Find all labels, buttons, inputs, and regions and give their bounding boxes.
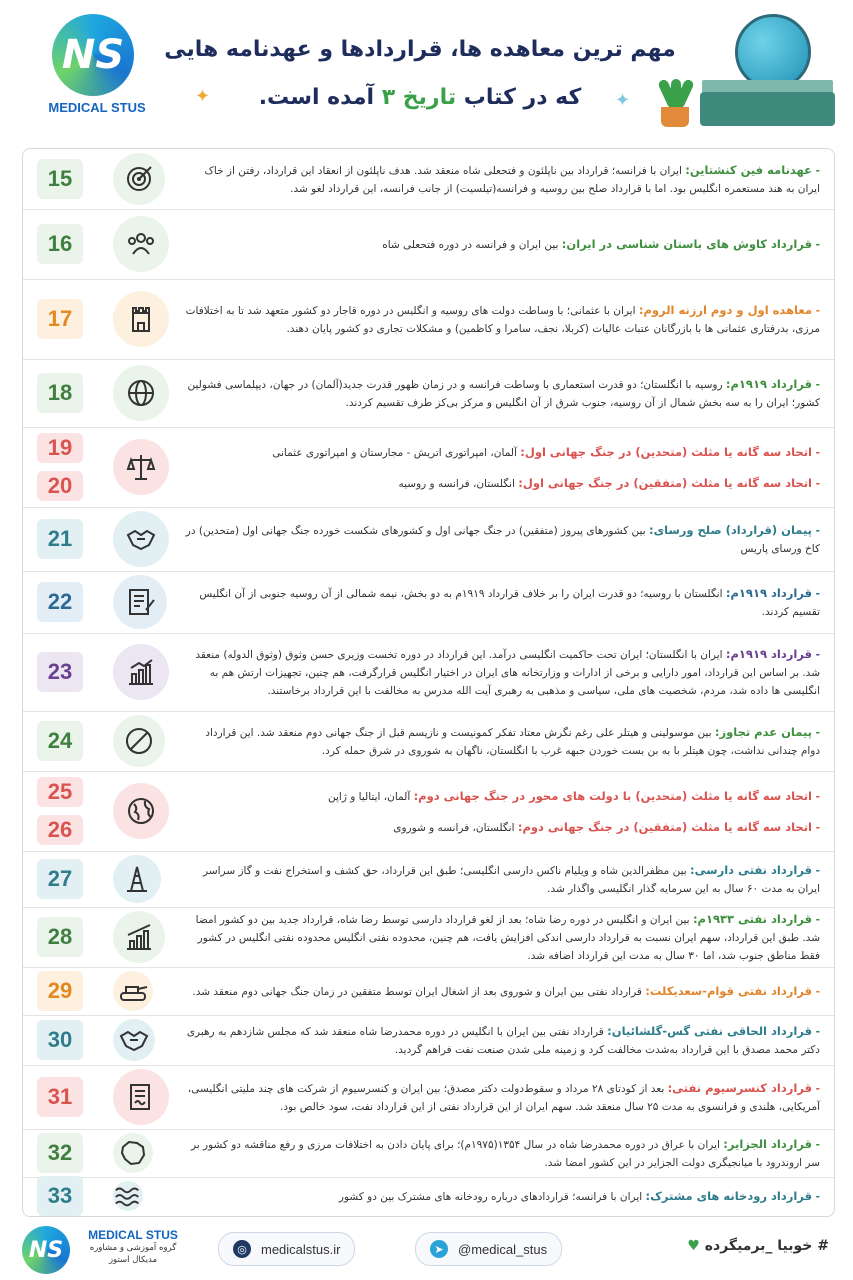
treaty-name: قرارداد نفتی قوام-سعدیکلت: — [645, 984, 812, 998]
list-item — [23, 149, 834, 210]
oil-rig-icon — [113, 855, 161, 903]
item-number: 16 — [37, 224, 83, 264]
treaty-description: ایران با عثمانی؛ با وساطت دولت های روسیه و انگلیس در دوره قاجار دو کشور متعهد شد تا به اختلافات مرزی، بدرفتاری عثمانی ها با بازرگانان عتبات عالیات (کربلا، نجف، سامرا و کاظمین) و مشکلات تجاری دو کشور پایان دهند. — [185, 305, 820, 335]
item-entry: - قرارداد کاوش های باستان شناسی در ایران: بین ایران و فرانسه در دوره فتحعلی شاه — [382, 237, 820, 251]
treaty-name: قرارداد نفتی ۱۹۳۳م: — [692, 912, 812, 926]
item-number: 32 — [37, 1133, 83, 1173]
treaty-name: قرارداد ۱۹۱۹م: — [725, 586, 812, 600]
website-link[interactable] — [218, 1232, 355, 1266]
treaty-description: روسیه با انگلستان؛ دو قدرت استعماری با وساطت فرانسه و در زمان ظهور قدرت جدید(آلمان) در جهان، دیپلماسی فشولین کشور؛ ایران را به سه بخش شمال از آن روسیه، جنوب شرق از آن انگلیس و مرکز بی‌کز طرف تقسیم کردند. — [187, 379, 820, 409]
item-text — [183, 235, 820, 254]
item-text — [183, 443, 820, 493]
treaty-description: بین کشورهای پیروز (متفقین) در جنگ جهانی اول و کشورهای شکست خورده جنگ جهانی اول (متحدین) در کاخ ورسای پاریس — [185, 525, 820, 555]
heart-icon: ♥ — [687, 1238, 700, 1254]
treaty-description: بین ایران و انگلیس در دوره رضا شاه؛ بعد از لغو قرارداد دارسی توسط رضا شاه، قرارداد جدید بین دو کشور امضا شد. طبق این قرارداد، سهم ایران نسبت به قرارداد دارسی اندکی افزایش یافت، هم چنین، محدوده نفتی انگلیس محدوده نفتی انگلیس در کشور فقط مناطق جنوب شد، اما ۳۰ سال به مدت این قرارداد اضافه شد. — [195, 914, 820, 962]
footer-brand-name: MEDICAL STUS — [88, 1228, 178, 1242]
item-text — [183, 584, 820, 621]
item-number: 20 — [37, 471, 83, 501]
logo-mark: NS — [52, 14, 134, 96]
tank-icon — [113, 971, 153, 1011]
books-icon — [700, 92, 835, 126]
treaty-name: قرارداد ۱۹۱۹م: — [725, 647, 812, 661]
list-item — [23, 967, 834, 1016]
item-text — [183, 1079, 820, 1116]
treaty-description: ایران با عراق در دوره محمدرضا شاه در سال ۱۳۵۴(۱۹۷۵م)؛ برای پایان دادن به اختلافات مرزی و رفع مناقشه دو کشور بر سر اروندرود با میانجیگری دولت الجزایر در این کشور امضا شد. — [190, 1139, 820, 1169]
treaty-name: قرارداد الجزایر: — [723, 1137, 812, 1151]
item-entry: - قرارداد ۱۹۱۹م: انگلستان با روسیه؛ دو قدرت ایران را بر خلاف قرارداد ۱۹۱۹م به دو بخش، نیمه شمالی از آن روسیه جنوبی از آن انگلیس تقسیم کردند. — [199, 586, 820, 618]
treaty-list — [22, 148, 835, 1217]
item-number: 31 — [37, 1077, 83, 1117]
list-item — [23, 1177, 834, 1215]
treaty-name: اتحاد سه گانه یا مثلث (متحدین) در جنگ جهانی اول: — [520, 444, 812, 459]
telegram-link[interactable] — [415, 1232, 562, 1266]
waves-icon — [113, 1181, 143, 1211]
treaty-description: بین موسولینی و هیتلر علی رغم نگرش معتاد تفکر کمونیست و نازیسم قبل از جنگ جهانی دوم منعقد شد. این قرارداد دوام چندانی نداشت، چون هیتلر با به بن بست خوردن جبهه غرب با انگلستان، ناگهان به شوروی در شرق حمله کرد. — [205, 727, 820, 757]
brand-name: MEDICAL STUS — [48, 100, 146, 115]
list-item — [23, 279, 834, 360]
list-item — [23, 633, 834, 712]
item-entry: - اتحاد سه گانه یا مثلث (متحدین) در جنگ جهانی اول: آلمان، امپراتوری اتریش - مجارستان و امپراتوری عثمانی — [272, 444, 820, 459]
list-item — [23, 209, 834, 280]
item-text — [183, 521, 820, 558]
item-text — [183, 982, 820, 1001]
item-entry: - پیمان عدم تجاوز: بین موسولینی و هیتلر علی رغم نگرش معتاد تفکر کمونیست و نازیسم قبل از جنگ جهانی دوم منعقد شد. این قرارداد دوام چندانی نداشت، چون هیتلر با به بن بست خوردن جبهه غرب با انگلستان، ناگهان به شوروی در شرق حمله کرد. — [205, 725, 820, 757]
item-text — [183, 301, 820, 338]
item-entry: - قرارداد نفتی ۱۹۳۳م: بین ایران و انگلیس در دوره رضا شاه؛ بعد از لغو قرارداد دارسی توسط رضا شاه، قرارداد جدید بین دو کشور امضا شد. طبق این قرارداد، سهم ایران نسبت به قرارداد دارسی اندکی افزایش یافت، هم چنین، محدوده نفتی انگلیس محدوده نفتی انگلیس در کشور فقط مناطق جنوب شد، اما ۳۰ سال به مدت این قرارداد اضافه شد. — [195, 912, 820, 962]
item-entry: - قرارداد کنسرسیوم نفتی: بعد از کودتای ۲۸ مرداد و سقوط‌دولت دکتر مصدق؛ بین ایران و کنسرسیوم از شرکت های چند ملیتی انگلیسی، آمریکایی، هلندی و فرانسوی به مدت ۲۵ سال منعقد شد. سهم ایران از این قرارداد نفتی از این قرارداد نفت، سود خالص بود. — [187, 1081, 820, 1113]
growth-chart-icon — [113, 644, 169, 700]
item-text — [183, 861, 820, 898]
treaty-description: قرارداد نفتی بین ایران و شوروی بعد از اشغال ایران توسط متفقین در زمان جنگ جهانی دوم منعقد شد. — [192, 986, 646, 998]
signed-document-icon — [113, 1069, 169, 1125]
treaty-name: پیمان عدم تجاوز: — [714, 725, 812, 739]
list-item — [23, 851, 834, 908]
hashtag — [687, 1238, 829, 1254]
item-text — [183, 1135, 820, 1172]
list-item — [23, 507, 834, 572]
item-entry: - اتحاد سه گانه یا مثلث (متحدین) با دولت های محور در جنگ جهانی دوم: آلمان، ایتالیا و ژاپن — [327, 788, 820, 803]
sparkle-icon: ✦ — [615, 90, 631, 111]
item-number: 15 — [37, 159, 83, 199]
list-item — [23, 907, 834, 968]
item-text — [183, 161, 820, 198]
treaty-description: ایران با فرانسه؛ قرارداد بین ناپلئون و فتحعلی شاه منعقد شد. هدف ناپلئون از انعقاد این قرارداد، رفتن از خاک ایران به هند مستعمره انگلیس بود. اما با قرارداد صلح بین روسیه و فرانسه(تیلسیت) از جانب فرانسه، این قرارداد لغو شد. — [204, 165, 820, 195]
item-entry: - اتحاد سه گانه یا مثلث (متفقین) در جنگ جهانی اول: انگلستان، فرانسه و روسیه — [398, 475, 820, 490]
item-entry: - قرارداد نفتی دارسی: بین مظفرالدین شاه و ویلیام ناکس دارسی انگلیسی؛ طبق این قرارداد، حق کشف و استخراج نفت و گاز سراسر ایران به مدت ۶۰ سال به این سرمایه گذار انگلیسی واگذار شد. — [203, 863, 820, 895]
treaty-name: اتحاد سه گانه یا مثلث (متفقین) در جنگ جهانی دوم: — [517, 819, 812, 834]
item-entry: - اتحاد سه گانه یا مثلث (متفقین) در جنگ جهانی دوم: انگلستان، فرانسه و شوروی — [393, 819, 820, 834]
hashtag-text: # خوبیا _برمیگرده — [704, 1238, 829, 1254]
treaty-description: ایران با انگلستان؛ ایران تحت حاکمیت انگلیسی درآمد. این قرارداد در دوره تخست وزیری حسن وثوق (وثوق الدوله) منعقد شد. بر اساس این قرارداد، امور دارایی و برخی از ادارات و وزارتخانه های ایران در اختیار انگلیس قرارگرفت، هم چنین، تجهیزات ارتش هم به انگلیسی ها داده شد، مردم، شخصیت های ملی، سیاسی و مذهبی به رهبری آیت الله مدرس به مخالفت با این قرارداد برخاستند. — [195, 649, 820, 697]
item-number: 18 — [37, 373, 83, 413]
item-entry: - قرارداد الحاقی نفتی گس-گلشائیان: قرارداد نفتی بین ایران با انگلیس در دوره محمدرضا شاه منعقد شد که مجلس شازدهم به رهبری دکتر محمد مصدق با این قرارداد به‌شدت مخالفت کرد و زمینه ملی شدن صنعت نفت فراهم گردید. — [186, 1024, 820, 1056]
title-highlight: تاریخ ۳ — [381, 85, 457, 110]
treaty-name: قرارداد الحاقی نفتی گس-گلشائیان: — [607, 1024, 812, 1038]
globe-decoration-icon — [735, 14, 811, 90]
item-number: 21 — [37, 519, 83, 559]
list-item — [23, 427, 834, 508]
handshake-icon — [113, 1019, 155, 1061]
treaty-description: ایران با فرانسه؛ قراردادهای درباره رودخانه های مشترک بین دو کشور — [338, 1190, 646, 1203]
telegram-icon: ➤ — [430, 1240, 448, 1258]
treaty-description: انگلستان با روسیه؛ دو قدرت ایران را بر خلاف قرارداد ۱۹۱۹م به دو بخش، نیمه شمالی از آن روسیه جنوبی از آن انگلیس تقسیم کردند. — [199, 588, 820, 618]
item-number: 30 — [37, 1020, 83, 1060]
treaty-name: اتحاد سه گانه یا مثلث (متحدین) با دولت های محور در جنگ جهانی دوم: — [413, 788, 812, 803]
header — [0, 0, 853, 140]
treaty-name: معاهده اول و دوم ارزنه الروم: — [638, 303, 812, 317]
prohibited-icon — [113, 715, 165, 767]
title-line-1: مهم ترین معاهده ها، قراردادها و عهدنامه هایی — [164, 37, 676, 62]
treaty-name: پیمان (قرارداد) صلح ورسای: — [648, 523, 812, 537]
list-item — [23, 771, 834, 852]
handshake-icon — [113, 511, 169, 567]
item-text — [183, 787, 820, 837]
item-entry: - معاهده اول و دوم ارزنه الروم: ایران با عثمانی؛ با وساطت دولت های روسیه و انگلیس در دوره قاجار دو کشور متعهد شد تا به اختلافات مرزی، بدرفتاری عثمانی ها با بازرگانان عتبات عالیات (کربلا، نجف، سامرا و کاظمین) و مشکلات تجاری دو کشور پایان دهند. — [185, 303, 820, 335]
treaty-description: بعد از کودتای ۲۸ مرداد و سقوط‌دولت دکتر مصدق؛ بین ایران و کنسرسیوم از شرکت های چند ملیتی انگلیسی، آمریکایی، هلندی و فرانسوی به مدت ۲۵ سال منعقد شد. سهم ایران از این قرارداد نفتی از این قرارداد نفت، سود خالص بود. — [187, 1083, 820, 1113]
world-icon — [113, 783, 169, 839]
plant-icon — [655, 75, 695, 127]
title-line-2-pre: که در کتاب — [456, 85, 582, 110]
item-number: 33 — [37, 1176, 83, 1216]
treaty-name: عهدنامه فین کنشتاین: — [685, 163, 812, 177]
treaty-description: آلمان، امپراتوری اتریش - مجارستان و امپراتوری عثمانی — [272, 446, 521, 459]
item-text — [183, 1187, 820, 1206]
footer — [0, 1222, 853, 1280]
list-item — [23, 571, 834, 634]
list-item — [23, 711, 834, 772]
bar-growth-icon — [113, 911, 165, 963]
item-number: 26 — [37, 815, 83, 845]
treaty-description: انگلستان، فرانسه و شوروی — [393, 821, 518, 834]
list-item — [23, 1129, 834, 1178]
item-text — [183, 1022, 820, 1059]
item-number: 23 — [37, 652, 83, 692]
item-entry: - پیمان (قرارداد) صلح ورسای: بین کشورهای پیروز (متفقین) در جنگ جهانی اول و کشورهای شکست خورده جنگ جهانی اول (متحدین) در کاخ ورسای پاریس — [185, 523, 820, 555]
title-line-2-post: آمده است. — [258, 85, 382, 110]
item-number: 22 — [37, 582, 83, 622]
treaty-description: آلمان، ایتالیا و ژاپن — [327, 790, 414, 803]
brand-logo — [22, 14, 172, 115]
telegram-text: @medical_stus — [458, 1241, 548, 1257]
footer-brand — [78, 1228, 188, 1266]
list-item — [23, 1015, 834, 1066]
treaty-description: انگلستان، فرانسه و روسیه — [398, 477, 519, 490]
item-text — [183, 723, 820, 760]
item-number: 29 — [37, 971, 83, 1011]
treaty-name: قرارداد نفتی دارسی: — [690, 863, 812, 877]
item-entry: - عهدنامه فین کنشتاین: ایران با فرانسه؛ قرارداد بین ناپلئون و فتحعلی شاه منعقد شد. هدف ناپلئون از انعقاد این قرارداد، رفتن از خاک ایران به هند مستعمره انگلیس بود. اما با قرارداد صلح بین روسیه و فرانسه(تیلسیت) از جانب فرانسه، این قرارداد لغو شد. — [204, 163, 820, 195]
treaty-name: قرارداد کنسرسیوم نفتی: — [667, 1081, 812, 1095]
treaty-name: اتحاد سه گانه یا مثلث (متفقین) در جنگ جهانی اول: — [518, 475, 812, 490]
treaty-description: بین مظفرالدین شاه و ویلیام ناکس دارسی انگلیسی؛ طبق این قرارداد، حق کشف و استخراج نفت و گاز سراسر ایران به مدت ۶۰ سال به این سرمایه گذار انگلیسی واگذار شد. — [203, 865, 820, 895]
item-entry: - قرارداد ۱۹۱۹م: ایران با انگلستان؛ ایران تحت حاکمیت انگلیسی درآمد. این قرارداد در دوره تخست وزیری حسن وثوق (وثوق الدوله) منعقد شد. بر اساس این قرارداد، امور دارایی و برخی از ادارات و وزارتخانه های ایران در اختیار انگلیس قرارگرفت، هم چنین، تجهیزات ارتش هم به انگلیسی ها داده شد، مردم، شخصیت های ملی، سیاسی و مذهبی به رهبری آیت الله مدرس به مخالفت با این قرارداد برخاستند. — [195, 647, 820, 697]
map-iraq-icon — [113, 1133, 153, 1173]
item-text — [183, 375, 820, 412]
list-item — [23, 359, 834, 428]
item-entry: - قرارداد ۱۹۱۹م: روسیه با انگلستان؛ دو قدرت استعماری با وساطت فرانسه و در زمان ظهور قدرت جدید(آلمان) در جهان، دیپلماسی فشولین کشور؛ ایران را به سه بخش شمال از آن روسیه، جنوب شرق از آن انگلیس و مرکز بی‌کز طرف تقسیم کردند. — [187, 377, 820, 409]
castle-icon — [113, 291, 169, 347]
item-number: 28 — [37, 917, 83, 957]
footer-brand-line-2: مدیکال استوز — [108, 1255, 158, 1265]
treaty-name: قرارداد کاوش های باستان شناسی در ایران: — [561, 237, 812, 251]
treaty-name: قرارداد ۱۹۱۹م: — [725, 377, 812, 391]
contract-icon — [113, 575, 167, 629]
item-number: 25 — [37, 777, 83, 807]
item-number: 17 — [37, 299, 83, 339]
sparkle-icon: ✦ — [195, 86, 211, 107]
item-entry: - قرارداد رودخانه های مشترک: ایران با فرانسه؛ قراردادهای درباره رودخانه های مشترک بین دو کشور — [338, 1188, 820, 1203]
item-entry: - قرارداد نفتی قوام-سعدیکلت: قرارداد نفتی بین ایران و شوروی بعد از اشغال ایران توسط متفقین در زمان جنگ جهانی دوم منعقد شد. — [192, 984, 820, 998]
item-text — [183, 910, 820, 965]
website-text: medicalstus.ir — [261, 1241, 341, 1257]
treaty-description: قرارداد نفتی بین ایران با انگلیس در دوره محمدرضا شاه منعقد شد که مجلس شازدهم به رهبری دکتر محمد مصدق با این قرارداد به‌شدت مخالفت کرد و زمینه ملی شدن صنعت نفت فراهم گردید. — [186, 1026, 820, 1056]
title-line-2 — [160, 74, 680, 122]
page-title — [160, 26, 680, 122]
people-icon — [113, 216, 169, 272]
treaty-description: بین ایران و فرانسه در دوره فتحعلی شاه — [382, 239, 562, 251]
scale-icon — [113, 439, 169, 495]
item-entry: - قرارداد الجزایر: ایران با عراق در دوره محمدرضا شاه در سال ۱۳۵۴(۱۹۷۵م)؛ برای پایان دادن به اختلافات مرزی و رفع مناقشه دو کشور بر سر اروندرود با میانجیگری دولت الجزایر در این کشور امضا شد. — [190, 1137, 820, 1169]
item-number: 24 — [37, 721, 83, 761]
item-text — [183, 645, 820, 700]
footer-brand-line-1: گروه آموزشی و مشاوره — [89, 1243, 177, 1253]
item-number: 19 — [37, 433, 83, 463]
treaty-name: قرارداد رودخانه های مشترک: — [645, 1188, 812, 1203]
globe-icon — [113, 365, 169, 421]
globe-icon: ◎ — [233, 1240, 251, 1258]
item-number: 27 — [37, 859, 83, 899]
target-icon — [113, 153, 165, 205]
list-item — [23, 1065, 834, 1130]
footer-logo: NS — [22, 1226, 70, 1274]
